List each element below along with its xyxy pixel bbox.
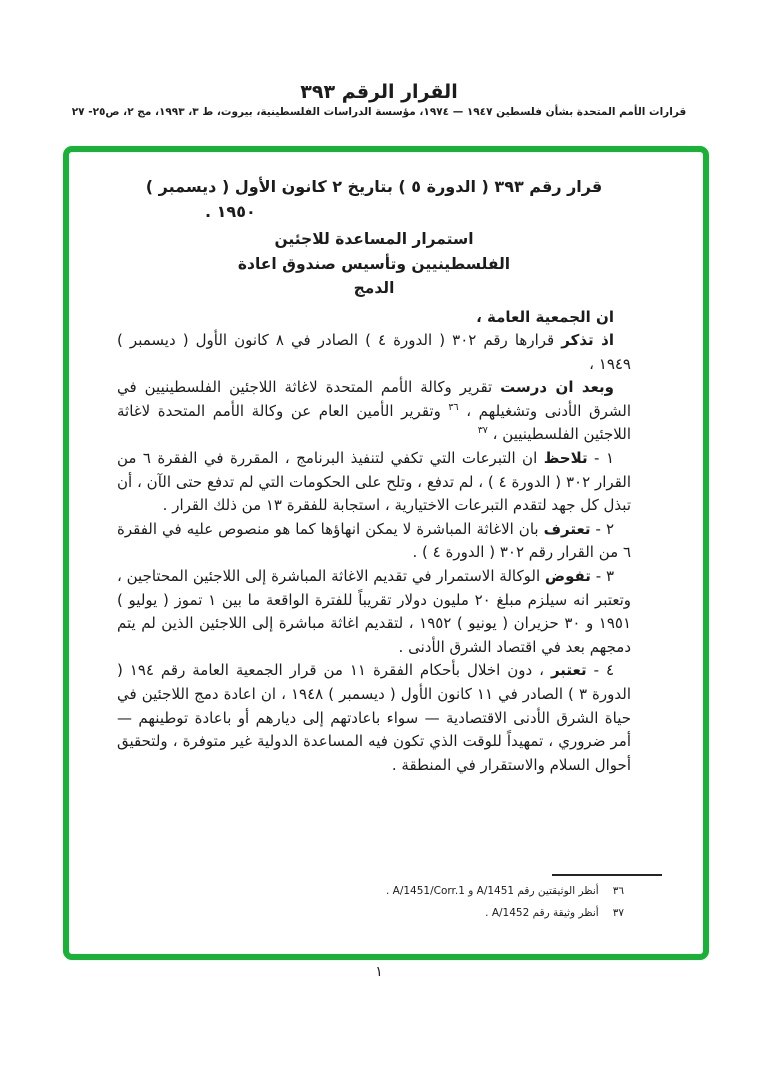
resolution-subtitle-line: استمرار المساعدة للاجئين	[274, 230, 474, 248]
resolution-paragraph-4: ٤ - تعتبر ، دون اخلال بأحكام الفقرة ١١ من قرار الجمعية العامة رقم ١٩٤ ( الدورة ٣ ) الصادر في ١١ كانون الأول ( ديسمبر ) ١٩٤٨ ، ان اعادة دمج اللاجئين في حياة الشرق الأدنى الاقتصادية — سواء باعادتهم إلى ديارهم أو باعادة توطينهم — أمر ضروري ، تمهيداً للوقت الذي تكون فيه المساعدة الدولية غير متوفرة ، ولتحقيق أحوال السلام والاستقرار في المنطقة .	[117, 661, 631, 774]
resolution-paragraph-3: ٣ - تفوض الوكالة الاستمرار في تقديم الاغاثة المباشرة إلى اللاجئين المحتاجين ، وتعتبر انه سيلزم مبلغ ٢٠ مليون دولار تقريباً للفترة الواقعة ما بين ١ تموز ( يوليو ) ١٩٥١ و ٣٠ حزيران ( يونيو ) ١٩٥٢ ، لتقديم اغاثة مباشرة إلى اللاجئين الذين لم يتم دمجهم بعد في اقتصاد الشرق الأدنى .	[117, 567, 632, 656]
resolution-paragraph-1: ١ - تلاحظ ان التبرعات التي تكفي لتنفيذ البرنامج ، المقررة في الفقرة ٦ من القرار ٣٠٢ ( الدورة ٤ ) ، لم تدفع ، وتلح على الحكومات التي لم تدفع حتى الآن ، أن تبذل كل جهد لتقدم التبرعات الاختيارية ، استجابة للفقرة ١٣ من ذلك القرار .	[117, 449, 632, 515]
resolution-subtitle	[117, 227, 631, 301]
resolution-paragraph-recall: اذ تذكر قرارها رقم ٣٠٢ ( الدورة ٤ ) الصادر في ٨ كانون الأول ( ديسمبر ) ١٩٤٩ ،	[117, 331, 631, 373]
footnote-text: أنظر وثيقة رقم A/1452 .	[485, 907, 599, 919]
page-title: القرار الرقم ٣٩٣	[300, 80, 458, 103]
footnote-37	[386, 902, 624, 924]
footnote-text: أنظر الوثيقتين رقم A/1451 و A/1451/Corr.1 .	[385, 885, 599, 897]
resolution-subtitle-line: الدمج	[353, 279, 395, 297]
page-number: ١	[375, 964, 383, 980]
source-citation: قرارات الأمم المتحدة بشأن فلسطين ١٩٤٧ — ١٩٧٤، مؤسسة الدراسات الفلسطينية، بيروت، ط ٣، ١٩٩٣، مج ٢، ص٢٥- ٢٧	[71, 106, 687, 118]
resolution-paragraph-preamble: ان الجمعية العامة ،	[476, 307, 614, 326]
footnote-number: ٣٧	[612, 907, 624, 919]
resolution-heading-year: ١٩٥٠ .	[205, 202, 256, 221]
resolution-heading-line1: قرار رقم ٣٩٣ ( الدورة ٥ ) بتاريخ ٢ كانون الأول ( ديسمبر )	[145, 177, 603, 196]
resolution-body	[117, 306, 631, 778]
resolution-paragraph-reports: وبعد ان درست تقرير وكالة الأمم المتحدة لاغاثة اللاجئين الفلسطينيين في الشرق الأدنى وتشغيلهم ، $^{٣٦}$ وتقرير الأمين العام عن وكالة الأمم المتحدة لاغاثة اللاجئين الفلسطينيين ، $^{٣٧}$	[117, 378, 631, 444]
resolution-paragraph-2: ٢ - تعترف بان الاغاثة المباشرة لا يمكن انهاؤها كما هو منصوص عليه في الفقرة ٦ من القرار رقم ٣٠٢ ( الدورة ٤ ) .	[117, 519, 631, 562]
footnote-divider	[552, 874, 662, 876]
footnote-number: ٣٦	[612, 885, 624, 897]
footnote-36	[386, 880, 624, 902]
resolution-heading	[117, 174, 631, 224]
resolution-subtitle-line: الفلسطينيين وتأسيس صندوق اعادة	[237, 254, 511, 273]
footnotes	[386, 880, 624, 924]
resolution-box	[63, 146, 709, 960]
